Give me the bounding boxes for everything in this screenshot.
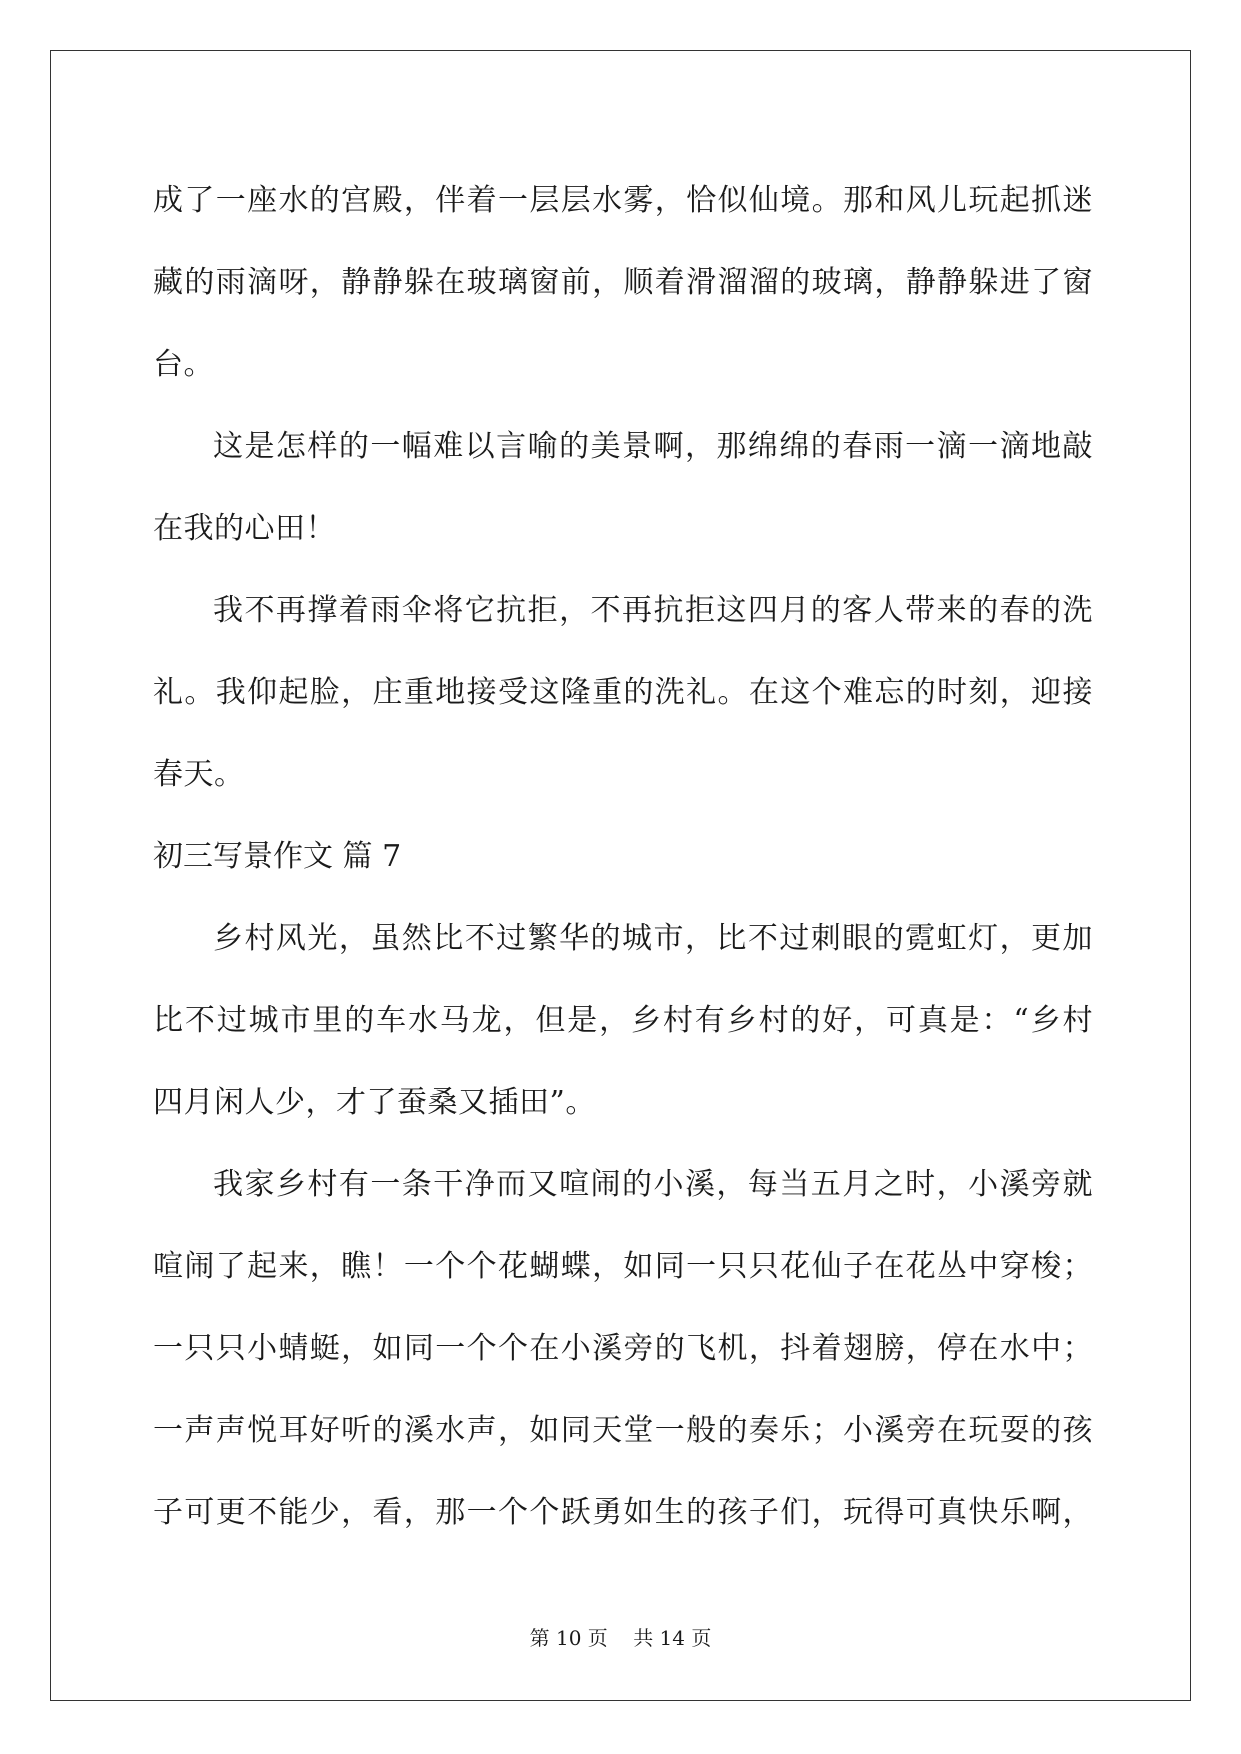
text-line: 台。 — [153, 347, 214, 382]
text-line: 一只只小蜻蜓，如同一个个在小溪旁的飞机，抖着翅膀，停在水中； — [153, 1331, 1093, 1366]
document-body — [153, 160, 1093, 1554]
text-line: 子可更不能少，看，那一个个跃勇如生的孩子们，玩得可真快乐啊， — [153, 1495, 1093, 1530]
text-line: 礼。我仰起脸，庄重地接受这隆重的洗礼。在这个难忘的时刻，迎接 — [153, 675, 1093, 710]
text-line: 藏的雨滴呀，静静躲在玻璃窗前，顺着滑溜溜的玻璃，静静躲进了窗 — [153, 265, 1093, 300]
text-line: 乡村风光，虽然比不过繁华的城市，比不过刺眼的霓虹灯，更加 — [213, 921, 1093, 956]
text-line: 一声声悦耳好听的溪水声，如同天堂一般的奏乐；小溪旁在玩耍的孩 — [153, 1413, 1093, 1448]
text-line: 比不过城市里的车水马龙，但是，乡村有乡村的好，可真是：“乡村 — [153, 1003, 1093, 1038]
page-footer — [0, 1622, 1241, 1651]
text-line: 在我的心田！ — [153, 511, 336, 546]
text-line: 我家乡村有一条干净而又喧闹的小溪，每当五月之时，小溪旁就 — [213, 1167, 1093, 1202]
text-line: 成了一座水的宫殿，伴着一层层水雾，恰似仙境。那和风儿玩起抓迷 — [153, 183, 1093, 218]
text-line: 春天。 — [153, 757, 245, 792]
section-heading: 初三写景作文 篇 7 — [153, 839, 402, 874]
page-number: 第 10 页 共 14 页 — [529, 1626, 712, 1650]
text-line: 喧闹了起来，瞧！一个个花蝴蝶，如同一只只花仙子在花丛中穿梭； — [153, 1249, 1093, 1284]
text-line: 这是怎样的一幅难以言喻的美景啊，那绵绵的春雨一滴一滴地敲 — [213, 429, 1093, 464]
text-line: 四月闲人少，才了蚕桑又插田”。 — [153, 1085, 596, 1120]
text-line: 我不再撑着雨伞将它抗拒，不再抗拒这四月的客人带来的春的洗 — [213, 593, 1093, 628]
